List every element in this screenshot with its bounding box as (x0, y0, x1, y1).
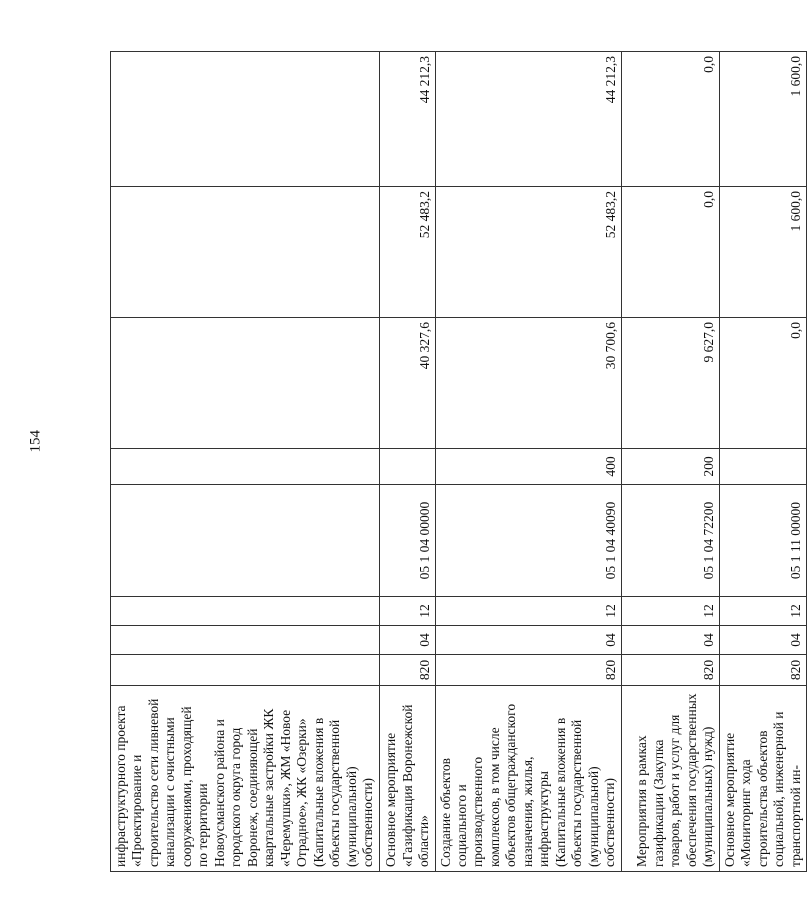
section-code-cell: 04 (435, 626, 621, 655)
expense-type-cell (379, 449, 435, 485)
section-code-cell: 04 (379, 626, 435, 655)
grbs-code-cell: 820 (435, 655, 621, 686)
grbs-code-cell: 820 (379, 655, 435, 686)
amount-year2-cell: 1 600,0 (719, 187, 806, 318)
row-name-cell: Мероприятия в рамках газификации (Закупка товаров, работ и услуг для обеспечения государственных (муниципальных) нужд) (621, 686, 719, 872)
grbs-code-cell (111, 655, 380, 686)
row-name-cell: Основное мероприятие «Газификация Воронежской области» (379, 686, 435, 872)
amount-year3-cell (111, 52, 380, 187)
table-row (621, 52, 719, 872)
table-row (719, 52, 806, 872)
subsection-code-cell: 12 (435, 597, 621, 626)
amount-year2-cell (111, 187, 380, 318)
amount-year2-cell: 0,0 (621, 187, 719, 318)
rotated-page-content (110, 52, 803, 872)
page-number: 154 (27, 430, 44, 453)
row-name-cell: Основное мероприятие «Мониторинг хода строительства объектов социальной, инженерной и транспортной ин- (719, 686, 806, 872)
amount-year1-cell: 9 627,0 (621, 318, 719, 449)
target-article-cell: 05 1 04 40090 (435, 485, 621, 597)
target-article-cell: 05 1 11 00000 (719, 485, 806, 597)
table-row (435, 52, 621, 872)
budget-table (110, 51, 807, 872)
subsection-code-cell: 12 (719, 597, 806, 626)
amount-year3-cell: 1 600,0 (719, 52, 806, 187)
expense-type-cell (111, 449, 380, 485)
grbs-code-cell: 820 (621, 655, 719, 686)
table-row (111, 52, 380, 872)
expense-type-cell: 400 (435, 449, 621, 485)
subsection-code-cell: 12 (621, 597, 719, 626)
amount-year1-cell (111, 318, 380, 449)
subsection-code-cell: 12 (379, 597, 435, 626)
row-name-cell: инфраструктурного проекта «Проектирование и строительство сети ливневой канализации с очистными сооружениями, проходящей по территории Новоусманского района и городского округа город Воронеж, соединяющей квартальные застройки ЖК «Черемушки», ЖМ «Новое Отрадное», ЖК «Озерки» (Капитальные вложения в объекты государственной (муниципальной) собственности) (111, 686, 380, 872)
amount-year3-cell: 44 212,3 (379, 52, 435, 187)
amount-year2-cell: 52 483,2 (379, 187, 435, 318)
section-code-cell: 04 (719, 626, 806, 655)
table-row (379, 52, 435, 872)
amount-year2-cell: 52 483,2 (435, 187, 621, 318)
amount-year1-cell: 30 700,6 (435, 318, 621, 449)
amount-year3-cell: 44 212,3 (435, 52, 621, 187)
section-code-cell (111, 626, 380, 655)
target-article-cell: 05 1 04 00000 (379, 485, 435, 597)
grbs-code-cell: 820 (719, 655, 806, 686)
row-name-cell: Создание объектов социального и производственного комплексов, в том числе объектов общегражданского назначения, жилья, инфраструктуры (Капитальные вложения в объекты государственной (муниципальной) собственности) (435, 686, 621, 872)
target-article-cell (111, 485, 380, 597)
target-article-cell: 05 1 04 72200 (621, 485, 719, 597)
subsection-code-cell (111, 597, 380, 626)
section-code-cell: 04 (621, 626, 719, 655)
amount-year1-cell: 40 327,6 (379, 318, 435, 449)
expense-type-cell: 200 (621, 449, 719, 485)
amount-year1-cell: 0,0 (719, 318, 806, 449)
amount-year3-cell: 0,0 (621, 52, 719, 187)
expense-type-cell (719, 449, 806, 485)
